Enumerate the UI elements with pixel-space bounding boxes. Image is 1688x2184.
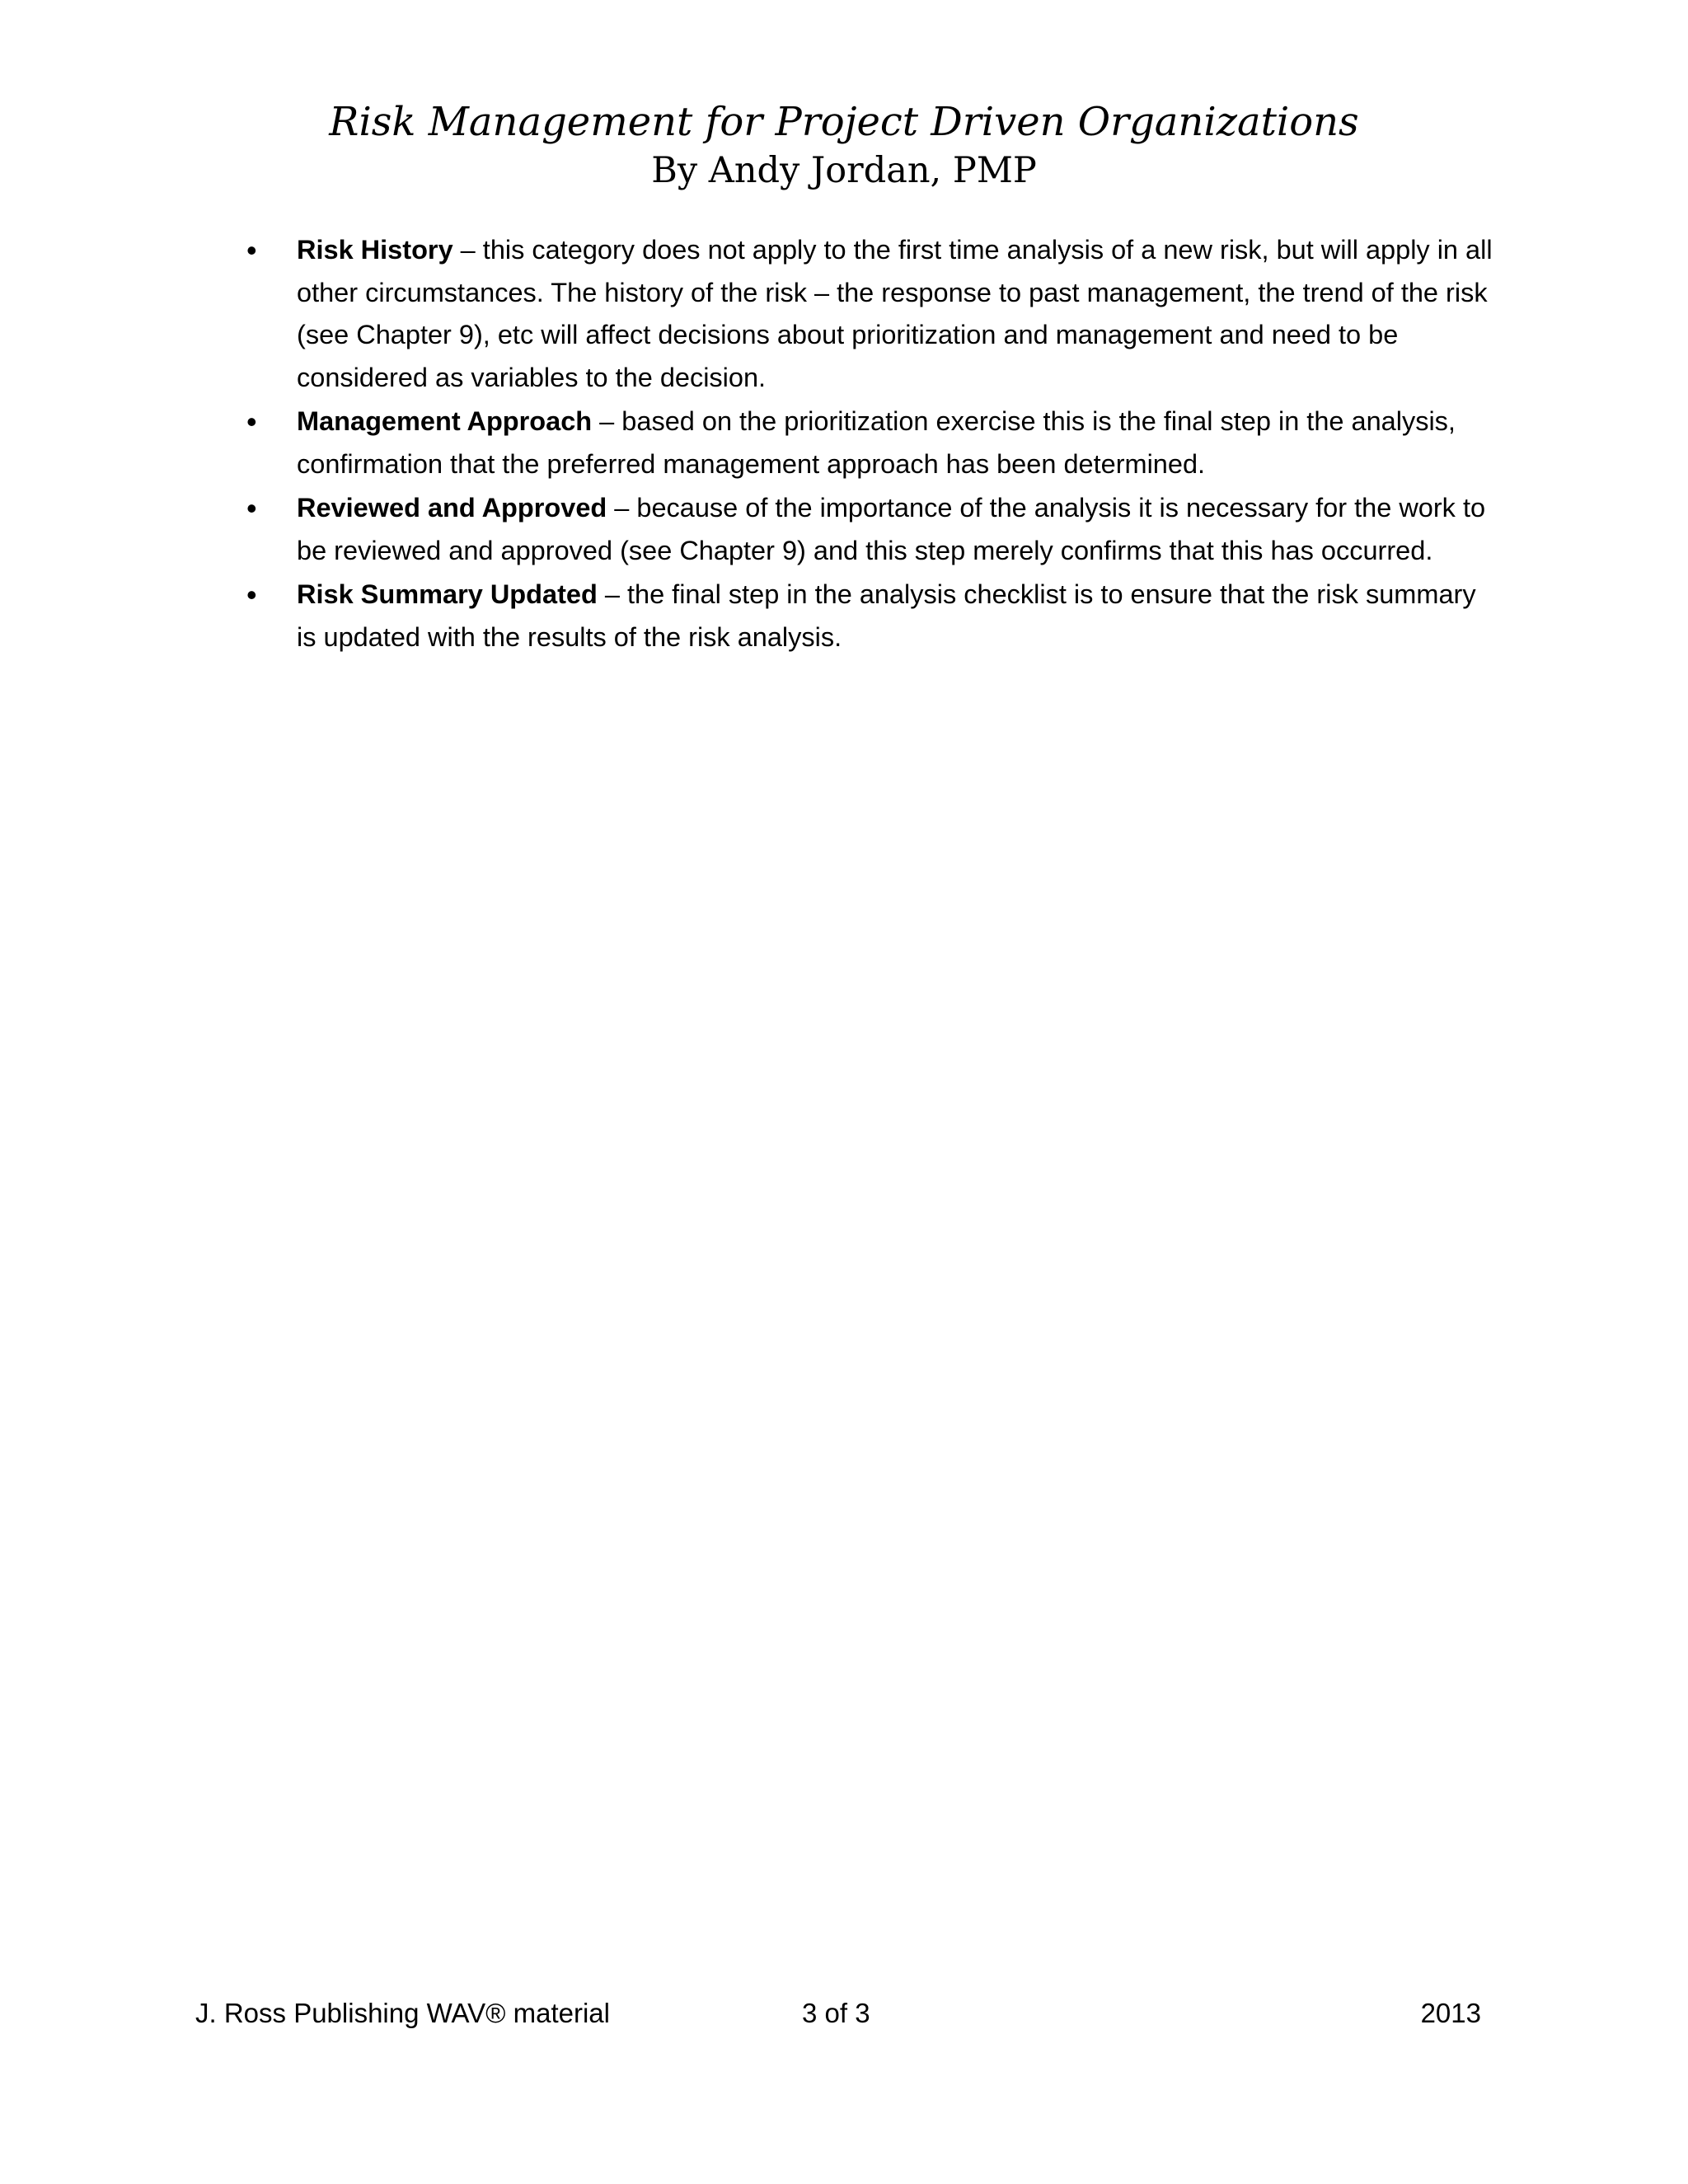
bullet-item: [243, 574, 1496, 658]
bullet-icon: •: [246, 491, 257, 525]
footer-year: 2013: [1420, 1998, 1481, 2028]
bullet-term: Reviewed and Approved: [297, 493, 607, 523]
bullet-item: [243, 487, 1496, 572]
bullet-item: [243, 401, 1496, 485]
bullet-icon: •: [246, 233, 257, 267]
bullet-term: Management Approach: [297, 406, 593, 436]
document-title: Risk Management for Project Driven Organizations: [329, 99, 1359, 145]
document-author: By Andy Jordan, PMP: [651, 150, 1037, 191]
bullet-text: – the final step in the analysis checklist is to ensure that the risk summary is updated with the results of the risk analysis.: [297, 579, 1476, 652]
bullet-icon: •: [246, 578, 257, 612]
footer-page-number: 3 of 3: [802, 1998, 870, 2028]
bullet-term: Risk Summary Updated: [297, 579, 598, 609]
bullet-item: [243, 229, 1496, 399]
bullet-text: – because of the importance of the analysis it is necessary for the work to be reviewed and approved (see Chapter 9) and this step merely confirms that this has occurred.: [297, 493, 1486, 565]
bullet-text: – based on the prioritization exercise this is the final step in the analysis, confirmation that the preferred management approach has been determined.: [297, 406, 1456, 479]
bullet-icon: •: [246, 405, 257, 438]
footer-publisher: J. Ross Publishing WAV® material: [195, 1998, 610, 2028]
page-header: [0, 97, 1688, 194]
checklist-bullets: [243, 229, 1496, 660]
bullet-term: Risk History: [297, 235, 453, 265]
page-footer: [195, 1993, 1481, 2034]
bullet-text: – this category does not apply to the first time analysis of a new risk, but will apply in all other circumstances. The history of the risk – the response to past management, the trend of the risk (see Chapter 9), etc will affect decisions about prioritization and management and need to be considered as variables to the decision.: [297, 235, 1493, 392]
